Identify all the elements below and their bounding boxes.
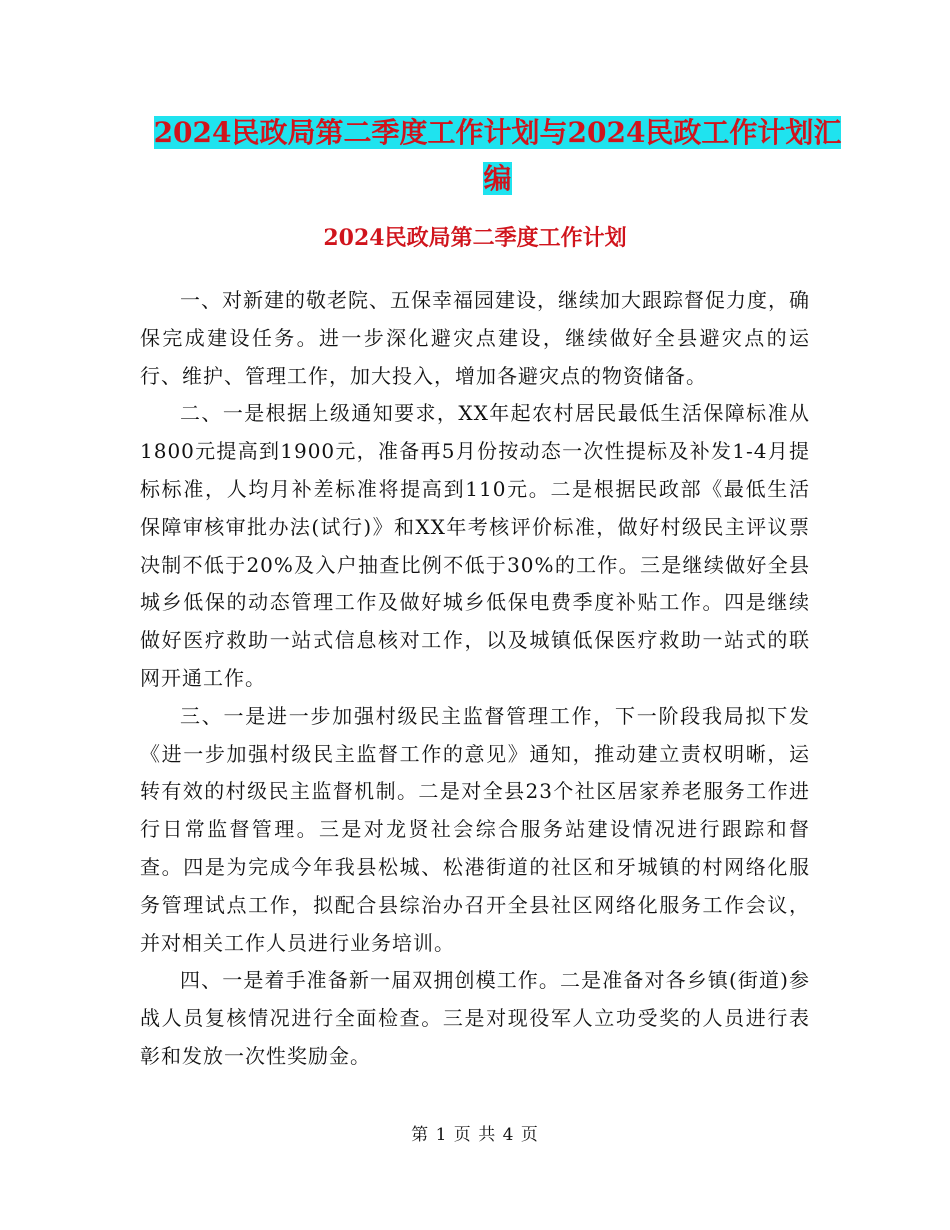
document-body [140, 282, 810, 1076]
paragraph-3: 三、一是进一步加强村级民主监督管理工作，下一阶段我局拟下发《进一步加强村级民主监督工作的意见》通知，推动建立责权明晰，运转有效的村级民主监督机制。二是对全县23个社区居家养老服务工作进行日常监督管理。三是对龙贤社会综合服务站建设情况进行跟踪和督查。四是为完成今年我县松城、松港街道的社区和牙城镇的村网络化服务管理试点工作，拟配合县综治办召开全县社区网络化服务工作会议，并对相关工作人员进行业务培训。 [140, 703, 810, 955]
highlighted-title-text: 2024民政局第二季度工作计划与2024民政工作计划汇编 [153, 116, 842, 195]
page-footer: 第 1 页 共 4 页 [411, 1125, 539, 1145]
paragraph-2: 二、一是根据上级通知要求，XX年起农村居民最低生活保障标准从1800元提高到1900元，准备再5月份按动态一次性提标及补发1-4月提标标准，人均月补差标准将提高到110元。二是根据民政部《最低生活保障审核审批办法(试行)》和XX年考核评价标准，做好村级民主评议票决制不低于20%及入户抽查比例不低于30%的工作。三是继续做好全县城乡低保的动态管理工作及做好城乡低保电费季度补贴工作。四是继续做好医疗救助一站式信息核对工作，以及城镇低保医疗救助一站式的联网开通工作。 [140, 401, 810, 690]
section-title: 2024民政局第二季度工作计划 [323, 225, 627, 251]
paragraph-4: 四、一是着手准备新一届双拥创模工作。二是准备对各乡镇(街道)参战人员复核情况进行全面检查。三是对现役军人立功受奖的人员进行表彰和发放一次性奖励金。 [140, 968, 810, 1068]
paragraph-1: 一、对新建的敬老院、五保幸福园建设，继续加大跟踪督促力度，确保完成建设任务。进一步深化避灾点建设，继续做好全县避灾点的运行、维护、管理工作，加大投入，增加各避灾点的物资储备。 [140, 288, 810, 388]
document-main-title [140, 110, 855, 202]
